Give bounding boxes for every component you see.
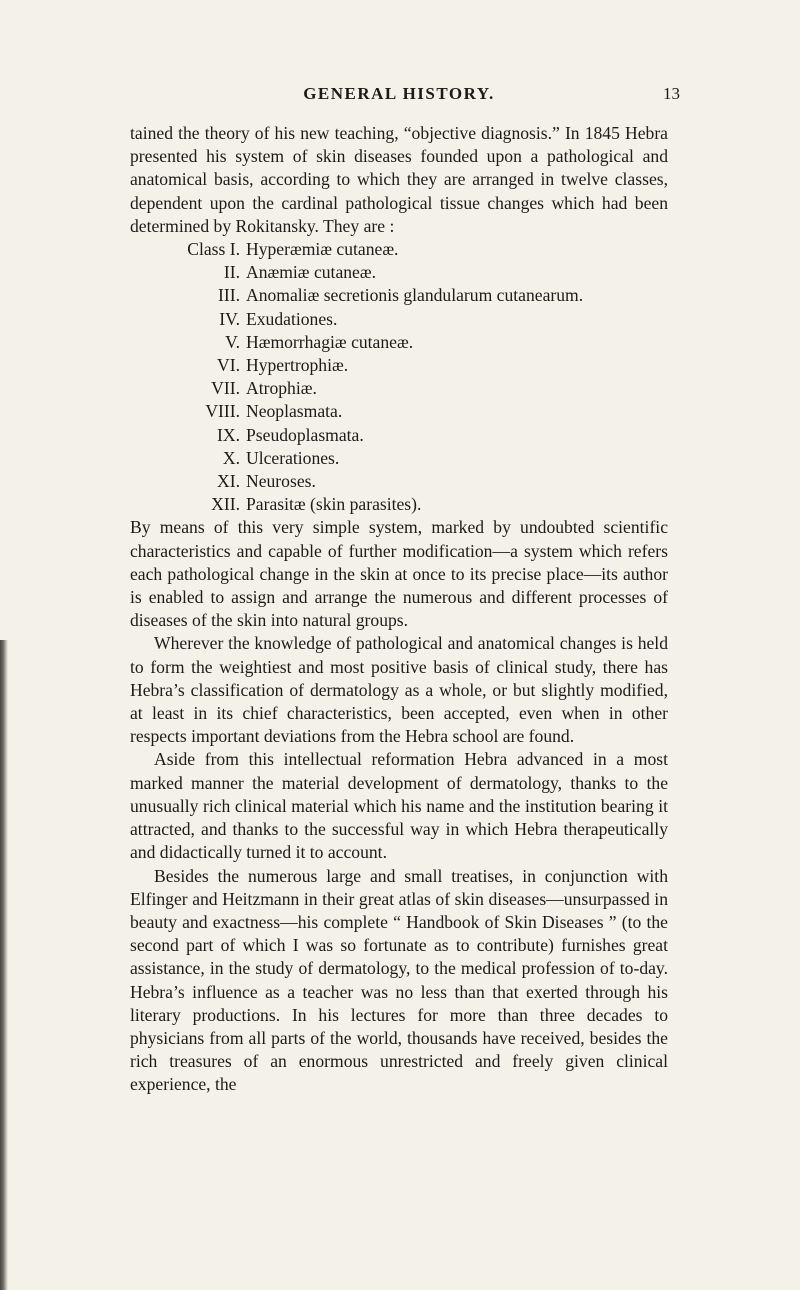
- class-name: Neuroses.: [246, 471, 316, 492]
- class-number: III.: [218, 285, 240, 306]
- class-list: [130, 238, 668, 516]
- class-name: Atrophiæ.: [246, 378, 317, 399]
- class-item: [130, 331, 668, 354]
- class-name: Pseudoplasmata.: [246, 424, 364, 445]
- class-number: VI.: [217, 355, 240, 376]
- scan-shadow-edge: [0, 640, 8, 1290]
- class-number: XII.: [211, 494, 240, 515]
- class-item: [130, 400, 668, 423]
- class-item: [130, 308, 668, 331]
- class-number: IX.: [217, 424, 240, 445]
- class-number: IV.: [219, 308, 240, 329]
- class-name: Hæmorrhagiæ cutaneæ.: [246, 331, 414, 352]
- running-head: GENERAL HISTORY.: [303, 84, 495, 103]
- page-body: [130, 122, 668, 1097]
- class-number: VII.: [211, 378, 240, 399]
- intro-paragraph: tained the theory of his new teaching, “objective diagnosis.” In 1845 Hebra presented his system of skin diseases founded upon a pathological and anatomical basis, according to which they are arranged in twelve classes, dependent upon the cardinal pathological tissue changes which had been determined by Rokitansky. They are :: [130, 123, 668, 236]
- class-item: [130, 424, 668, 447]
- class-item: [130, 493, 668, 516]
- class-number: XI.: [217, 471, 240, 492]
- class-item: [130, 284, 668, 307]
- class-name: Ulcerationes.: [246, 447, 340, 468]
- class-item: [130, 354, 668, 377]
- class-name: Anomaliæ secretionis glandularum cutanearum.: [246, 285, 584, 306]
- class-name: Exudationes.: [246, 308, 338, 329]
- class-number: VIII.: [205, 401, 240, 422]
- page-number: 13: [663, 84, 680, 103]
- class-item: [130, 470, 668, 493]
- system-paragraph: By means of this very simple system, marked by undoubted scientific characteristics and capable of further modification—a system which refers each pathological change in the skin at once to its precise place—its author is enabled to assign and arrange the numerous and different processes of diseases of the skin into natural groups.: [130, 517, 668, 631]
- class-item: [130, 261, 668, 284]
- class-name: Hypertrophiæ.: [246, 355, 349, 376]
- class-number: II.: [223, 262, 240, 283]
- page-header: [130, 84, 680, 110]
- class-number: X.: [222, 447, 240, 468]
- class-number: Class I.: [187, 239, 240, 260]
- class-name: Anæmiæ cutaneæ.: [246, 262, 376, 283]
- class-number: V.: [225, 331, 240, 352]
- class-name: Hyperæmiæ cutaneæ.: [246, 239, 399, 260]
- classification-paragraph: Wherever the knowledge of pathological and anatomical changes is held to form the weightiest and most positive basis of clinical study, there has Hebra’s classification of dermatology as a whole, or but slightly modified, at least in its chief characteristics, been accepted, even when in other respects important deviations from the Hebra school are found.: [130, 633, 668, 747]
- reformation-paragraph: Aside from this intellectual reformation Hebra advanced in a most marked manner the material development of dermatology, thanks to the unusually rich clinical material which his name and the institution bearing it attracted, and thanks to the successful way in which Hebra therapeutically and didactically turned it to account.: [130, 749, 668, 863]
- class-item: [130, 377, 668, 400]
- class-item: [130, 238, 668, 261]
- class-item: [130, 447, 668, 470]
- class-name: Parasitæ (skin parasites).: [246, 494, 422, 515]
- class-name: Neoplasmata.: [246, 401, 343, 422]
- treatises-paragraph: Besides the numerous large and small treatises, in conjunction with Elfinger and Heitzmann in their great atlas of skin diseases—unsurpassed in beauty and exactness—his complete “ Handbook of Skin Diseases ” (to the second part of which I was so fortunate as to contribute) furnishes great assistance, in the study of dermatology, to the medical profession of to-day. Hebra’s influence as a teacher was no less than that exerted through his literary productions. In his lectures for more than three decades to physicians from all parts of the world, thousands have received, besides the rich treasures of an enormous unrestricted and freely given clinical experience, the: [130, 865, 668, 1095]
